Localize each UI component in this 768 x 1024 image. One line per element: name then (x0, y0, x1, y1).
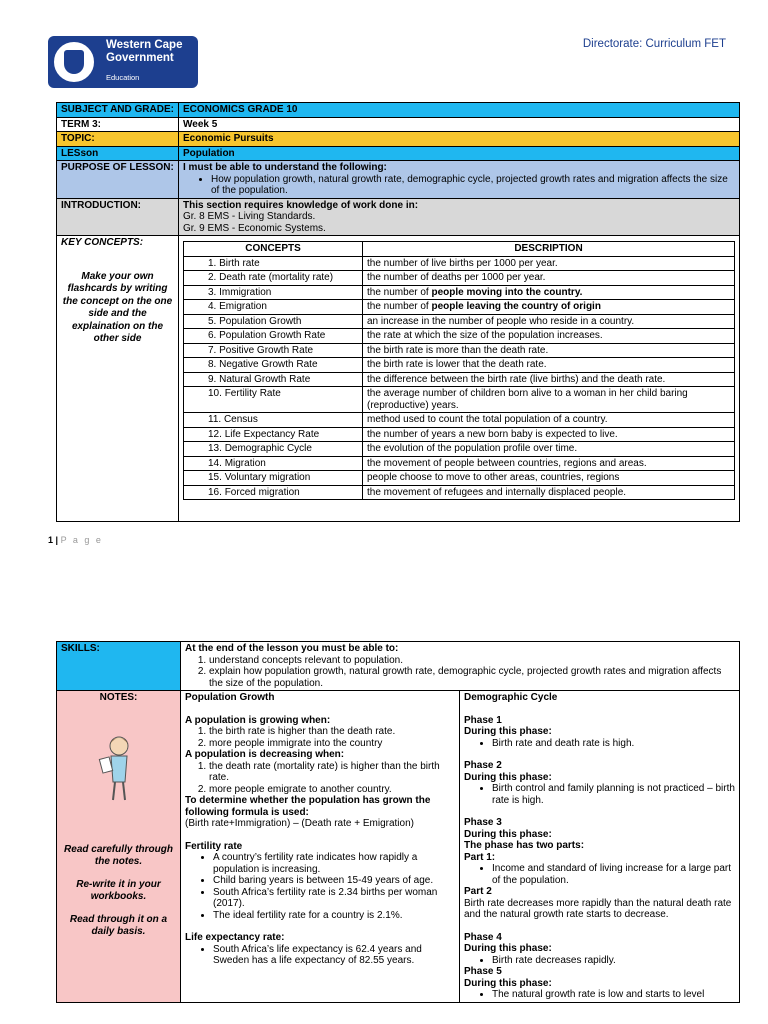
wcg-logo (48, 36, 198, 88)
concept-label: Voluntary migration (224, 472, 311, 483)
concept-row (184, 372, 735, 387)
concept-description (363, 300, 735, 315)
intro-label: INTRODUCTION: (57, 198, 179, 236)
phase3-two-parts: The phase has two parts: (464, 840, 585, 851)
concept-row (184, 285, 735, 300)
concept-label: Immigration (219, 286, 272, 298)
concept-number: 1. (208, 257, 217, 269)
phase2-bullet: • Birth control and family planning is not practiced – birth rate is high. (492, 783, 735, 806)
concept-number: 6. (208, 330, 217, 341)
concept-description-text: the number of deaths per 1000 per year. (367, 272, 546, 283)
concept-description (363, 427, 735, 442)
concept-description-text: the number of (367, 301, 432, 312)
concept-name (184, 285, 363, 300)
intro-cell (179, 198, 740, 236)
decreasing-item-1: 1. the death rate (mortality rate) is higher than the birth rate. (209, 761, 455, 784)
concept-label: Migration (224, 457, 266, 469)
phase4-heading: Phase 4 (464, 931, 502, 943)
concept-row (184, 387, 735, 413)
notes-tip-2: Re-write it in your workbooks. (76, 878, 161, 902)
phase4-during: During this phase: (464, 943, 552, 954)
concept-description (363, 456, 735, 471)
decreasing-heading: A population is decreasing when: (185, 749, 345, 760)
purpose-cell (179, 161, 740, 199)
population-growth-column (181, 691, 460, 1002)
concept-number: 15. (208, 472, 222, 483)
concept-name (184, 456, 363, 471)
concept-number: 11. (208, 414, 222, 425)
term-row (57, 117, 740, 132)
concepts-cell (179, 236, 740, 522)
concept-description-text: the number of years a new born baby is expected to live. (367, 428, 618, 440)
concept-description (363, 285, 735, 300)
concept-description (363, 471, 735, 486)
notes-content-cell (181, 691, 740, 1003)
concept-number: 3. (208, 286, 217, 298)
concept-label: Positive Growth Rate (219, 344, 314, 356)
concept-description-bold: people moving into the country. (431, 286, 583, 298)
concept-name (184, 372, 363, 387)
concept-description-text: the evolution of the population profile over time. (367, 443, 578, 454)
directorate-title: Directorate: Curriculum FET (582, 38, 726, 50)
key-concepts-row (57, 236, 740, 522)
page-number: 1 (48, 535, 54, 545)
concept-description (363, 485, 735, 500)
concept-description-text: the number of (367, 286, 432, 298)
term-value: Week 5 (179, 117, 740, 132)
notes-tip-3: Read through it on a daily basis. (69, 913, 168, 937)
concept-label: Birth rate (219, 257, 260, 269)
concept-description (363, 413, 735, 428)
concept-description-text: people choose to move to other areas, countries, regions (367, 472, 620, 483)
concept-row (184, 314, 735, 329)
part1-heading: Part 1: (464, 851, 496, 863)
notes-label: NOTES: (99, 692, 138, 703)
skills-item-2: 2. explain how population growth, natural growth rate, demographic cycle, projected growth rates and migration affects the size of the population. (209, 666, 735, 689)
phase3-during: During this phase: (464, 828, 552, 840)
concept-description (363, 256, 735, 271)
purpose-label: PURPOSE OF LESSON: (57, 161, 179, 199)
fertility-item-2: • Child baring years is between 15-49 years of age. (213, 875, 455, 887)
concept-label: Negative Growth Rate (219, 359, 318, 370)
concept-row (184, 256, 735, 271)
concept-name (184, 256, 363, 271)
flashcard-instruction: Make your own flashcards by writing the concept on the one side and the explaination on the other side (62, 270, 173, 344)
phase5-during: During this phase: (464, 977, 552, 989)
topic-label: TOPIC: (57, 132, 179, 147)
concept-row (184, 343, 735, 358)
page-footer (48, 535, 103, 545)
skills-list (185, 655, 735, 690)
concept-description-text: the movement of refugees and internally displaced people. (367, 486, 627, 498)
fertility-title: Fertility rate (185, 840, 243, 852)
topic-value: Economic Pursuits (179, 132, 740, 147)
subject-row (57, 103, 740, 118)
description-header: DESCRIPTION (363, 242, 735, 257)
concept-name (184, 471, 363, 486)
concept-name (184, 427, 363, 442)
concept-row (184, 442, 735, 457)
notes-table (56, 641, 740, 1003)
concept-row (184, 300, 735, 315)
logo-line3: Education (106, 73, 140, 82)
page-label: P a g e (60, 535, 103, 545)
subject-value: ECONOMICS GRADE 10 (179, 103, 740, 118)
concept-label: Population Growth (219, 315, 302, 327)
concept-name (184, 413, 363, 428)
lesson-row (57, 146, 740, 161)
lesson-value: Population (179, 146, 740, 161)
concept-number: 9. (208, 373, 217, 385)
intro-line2: Gr. 8 EMS - Living Standards. (183, 211, 316, 222)
phase3-heading: Phase 3 (464, 817, 502, 828)
life-item-1: • South Africa’s life expectancy is 62.4 years and Sweden has a life expectancy of 82.55 years. (213, 944, 455, 967)
concept-number: 13. (208, 443, 222, 454)
concept-name (184, 442, 363, 457)
concept-label: Population Growth Rate (219, 330, 326, 341)
growing-heading: A population is growing when: (185, 714, 331, 726)
concept-label: Emigration (219, 301, 267, 312)
phase2-during: During this phase: (464, 771, 552, 783)
reading-woman-icon (95, 734, 143, 804)
concept-name (184, 329, 363, 344)
concepts-header: CONCEPTS (184, 242, 363, 257)
phase4-bullet: • Birth rate decreases rapidly. (492, 955, 735, 967)
formula-intro: To determine whether the population has grown the following formula is used: (185, 795, 431, 818)
concept-description (363, 329, 735, 344)
concept-number: 12. (208, 428, 222, 440)
growing-item-1: 1. the birth rate is higher than the death rate. (209, 726, 455, 738)
intro-line3: Gr. 9 EMS - Economic Systems. (183, 222, 326, 234)
concept-description-text: the difference between the birth rate (live births) and the death rate. (367, 373, 666, 385)
concept-description-text: the number of live births per 1000 per year. (367, 257, 558, 269)
subject-label: SUBJECT AND GRADE: (57, 103, 179, 118)
phase1-during: During this phase: (464, 726, 552, 737)
concept-row (184, 271, 735, 286)
concept-description-text: method used to count the total population of a country. (367, 414, 608, 425)
concept-number: 5. (208, 315, 217, 327)
purpose-list (183, 174, 735, 197)
fertility-item-4: • The ideal fertility rate for a country is 2.1%. (213, 910, 455, 922)
concept-row (184, 471, 735, 486)
concept-row (184, 358, 735, 373)
phase1-heading: Phase 1 (464, 714, 502, 726)
concept-row (184, 413, 735, 428)
fertility-item-1: • A country’s fertility rate indicates how rapidly a population is increasing. (213, 852, 455, 875)
concept-name (184, 358, 363, 373)
lesson-info-table (56, 102, 740, 522)
dc-title: Demographic Cycle (464, 692, 558, 703)
notes-side-cell (57, 691, 181, 1003)
pg-title: Population Growth (185, 692, 275, 703)
notes-tip-1: Read carefully through the notes. (64, 843, 173, 867)
skills-cell (181, 642, 740, 691)
concept-label: Life Expectancy Rate (224, 428, 320, 440)
concept-label: Demographic Cycle (224, 443, 312, 454)
concept-description-text: the movement of people between countries, regions and areas. (367, 457, 647, 469)
skills-row (57, 642, 740, 691)
skills-intro: At the end of the lesson you must be able to: (185, 643, 399, 654)
fertility-item-3: • South Africa’s fertility rate is 2.34 births per woman (2017). (213, 887, 455, 910)
concept-number: 10. (208, 388, 222, 399)
concept-description-text: the rate at which the size of the population increases. (367, 330, 603, 341)
part1-bullet: • Income and standard of living increase for a large part of the population. (492, 863, 735, 886)
term-label: TERM 3: (57, 117, 179, 132)
purpose-intro: I must be able to understand the following: (183, 162, 387, 173)
phase5-bullet: • The natural growth rate is low and starts to level (492, 989, 735, 1001)
phase5-heading: Phase 5 (464, 966, 502, 977)
concept-name (184, 271, 363, 286)
concept-description (363, 387, 735, 413)
concept-row (184, 427, 735, 442)
purpose-bullet: • How population growth, natural growth rate, demographic cycle, projected growth rates and migration affects the size of the population. (211, 174, 735, 197)
concepts-table (183, 241, 735, 500)
concept-description-text: an increase in the number of people who reside in a country. (367, 315, 635, 327)
concept-description (363, 442, 735, 457)
phase1-bullet: • Birth rate and death rate is high. (492, 738, 735, 750)
concept-name (184, 300, 363, 315)
intro-line1: This section requires knowledge of work done in: (183, 199, 419, 211)
part2-heading: Part 2 (464, 886, 492, 897)
concept-number: 14. (208, 457, 222, 469)
concept-name (184, 485, 363, 500)
concept-row (184, 485, 735, 500)
concept-label: Natural Growth Rate (219, 373, 311, 385)
concept-description (363, 314, 735, 329)
concept-row (184, 456, 735, 471)
notes-row (57, 691, 740, 1003)
lesson-label: LESson (57, 146, 179, 161)
concept-name (184, 387, 363, 413)
demographic-cycle-column (460, 691, 739, 1002)
concept-description (363, 343, 735, 358)
concept-description-text: the birth rate is lower that the death rate. (367, 359, 547, 370)
concept-description-text: the birth rate is more than the death rate. (367, 344, 549, 356)
concept-name (184, 314, 363, 329)
coat-of-arms-icon (52, 40, 96, 84)
topic-row (57, 132, 740, 147)
concept-number: 7. (208, 344, 217, 356)
concept-description-text: the average number of children born alive to a woman in her child baring (reproductive) years. (367, 388, 688, 411)
concept-label: Census (223, 414, 258, 425)
concept-description-bold: people leaving the country of origin (431, 301, 601, 312)
concept-name (184, 343, 363, 358)
decreasing-item-2: 2. more people emigrate to another country. (209, 784, 455, 796)
logo-line2: Government (106, 52, 174, 64)
page-separator: | (55, 535, 59, 545)
concept-number: 16. (208, 486, 222, 498)
concept-row (184, 329, 735, 344)
part2-text: Birth rate decreases more rapidly than the natural death rate and the natural growth rate starts to decrease. (464, 897, 732, 920)
concept-label: Forced migration (224, 486, 300, 498)
key-concepts-cell (57, 236, 179, 522)
concept-label: Death rate (mortality rate) (219, 272, 334, 283)
logo-line1: Western Cape (106, 39, 183, 51)
purpose-row (57, 161, 740, 199)
phase2-heading: Phase 2 (464, 760, 502, 771)
concept-number: 2. (208, 272, 217, 283)
concept-label: Fertility Rate (224, 388, 281, 399)
skills-item-1: 1. understand concepts relevant to population. (209, 655, 735, 667)
concept-description (363, 271, 735, 286)
skills-label: SKILLS: (57, 642, 181, 691)
life-title: Life expectancy rate: (185, 932, 285, 943)
intro-row (57, 198, 740, 236)
key-concepts-label: KEY CONCEPTS: (61, 237, 144, 248)
growing-item-2: 2. more people immigrate into the country (209, 738, 455, 750)
formula: (Birth rate+Immigration) – (Death rate + Emigration) (185, 818, 414, 829)
concept-number: 4. (208, 301, 217, 312)
concept-description (363, 358, 735, 373)
concept-number: 8. (208, 359, 217, 370)
concept-description (363, 372, 735, 387)
